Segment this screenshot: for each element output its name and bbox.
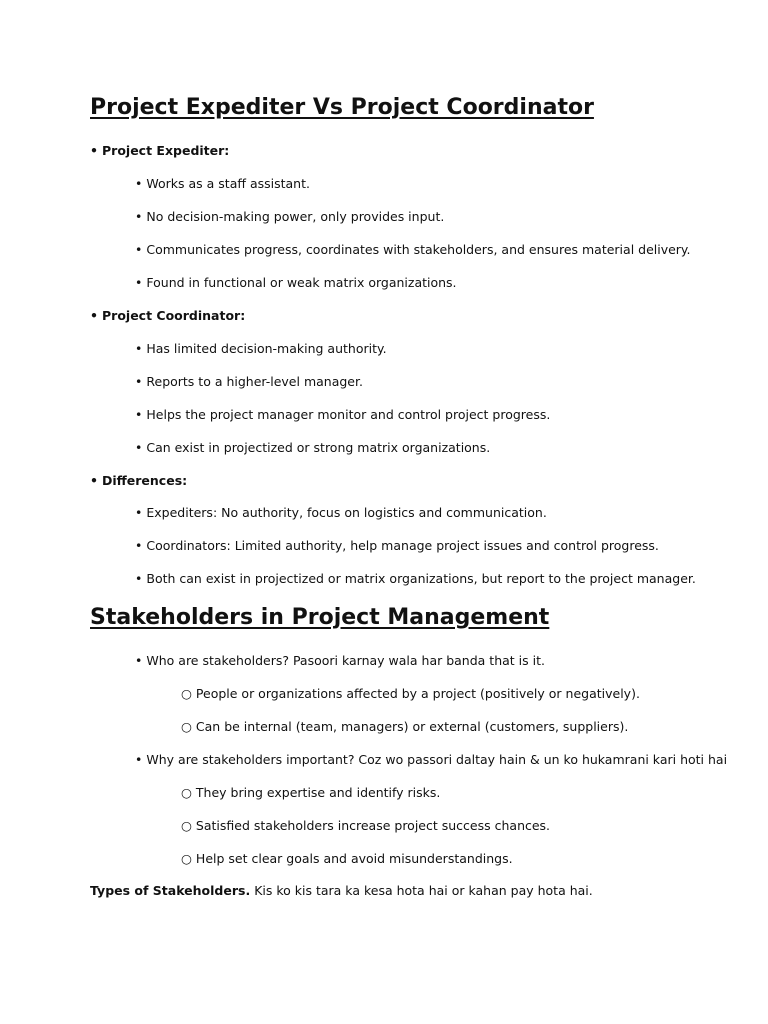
sub-list-item: ○ Satisfied stakeholders increase project success chances. bbox=[181, 818, 551, 833]
bullet-marker: • bbox=[90, 473, 98, 488]
bullet-marker: • bbox=[135, 242, 143, 257]
sub-list-item: ○ They bring expertise and identify risks. bbox=[181, 785, 441, 800]
bullet-marker: • bbox=[90, 143, 98, 158]
list-item: • Can exist in projectized or strong matrix organizations. bbox=[135, 440, 491, 455]
bullet-marker: • bbox=[135, 374, 143, 389]
bullet-marker: • bbox=[135, 176, 143, 191]
bullet-marker: • bbox=[135, 440, 143, 455]
bullet-marker: • bbox=[135, 341, 143, 356]
heading-expediter-vs-coordinator: Project Expediter Vs Project Coordinator bbox=[90, 95, 594, 120]
list-item: • Coordinators: Limited authority, help manage project issues and control progress. bbox=[135, 538, 659, 553]
list-item: • Both can exist in projectized or matrix organizations, but report to the project manager. bbox=[135, 571, 696, 586]
sub-list-item: ○ Can be internal (team, managers) or external (customers, suppliers). bbox=[181, 719, 629, 734]
label-differences: • Differences: bbox=[90, 473, 188, 488]
list-item: • Expediters: No authority, focus on logistics and communication. bbox=[135, 505, 547, 520]
bullet-marker: • bbox=[135, 752, 143, 767]
list-item: • Works as a staff assistant. bbox=[135, 176, 310, 191]
bullet-marker: • bbox=[135, 275, 143, 290]
types-label: Types of Stakeholders. bbox=[90, 883, 251, 898]
types-text: Kis ko kis tara ka kesa hota hai or kahan pay hota hai. bbox=[254, 883, 593, 898]
circle-marker: ○ bbox=[181, 719, 192, 734]
bullet-marker: • bbox=[90, 308, 98, 323]
circle-marker: ○ bbox=[181, 785, 192, 800]
list-item: • Why are stakeholders important? Coz wo passori daltay hain & un ko hukamrani kari hoti hai bbox=[135, 752, 728, 767]
sub-list-item: ○ People or organizations affected by a project (positively or negatively). bbox=[181, 686, 640, 701]
label-project-coordinator: • Project Coordinator: bbox=[90, 308, 246, 323]
circle-marker: ○ bbox=[181, 686, 192, 701]
list-item: • Has limited decision-making authority. bbox=[135, 341, 387, 356]
bullet-marker: • bbox=[135, 571, 143, 586]
bullet-marker: • bbox=[135, 505, 143, 520]
bullet-marker: • bbox=[135, 209, 143, 224]
heading-stakeholders: Stakeholders in Project Management bbox=[90, 605, 550, 630]
bullet-marker: • bbox=[135, 407, 143, 422]
list-item: • Found in functional or weak matrix organizations. bbox=[135, 275, 457, 290]
bullet-marker: • bbox=[135, 653, 143, 668]
list-item: • Communicates progress, coordinates with stakeholders, and ensures material delivery. bbox=[135, 242, 691, 257]
types-of-stakeholders bbox=[90, 883, 593, 899]
label-project-expediter: • Project Expediter: bbox=[90, 143, 230, 158]
circle-marker: ○ bbox=[181, 818, 192, 833]
list-item: • No decision-making power, only provides input. bbox=[135, 209, 445, 224]
circle-marker: ○ bbox=[181, 851, 192, 866]
list-item: • Who are stakeholders? Pasoori karnay wala har banda that is it. bbox=[135, 653, 545, 668]
list-item: • Helps the project manager monitor and control project progress. bbox=[135, 407, 551, 422]
sub-list-item: ○ Help set clear goals and avoid misunderstandings. bbox=[181, 851, 513, 866]
bullet-marker: • bbox=[135, 538, 143, 553]
list-item: • Reports to a higher-level manager. bbox=[135, 374, 363, 389]
